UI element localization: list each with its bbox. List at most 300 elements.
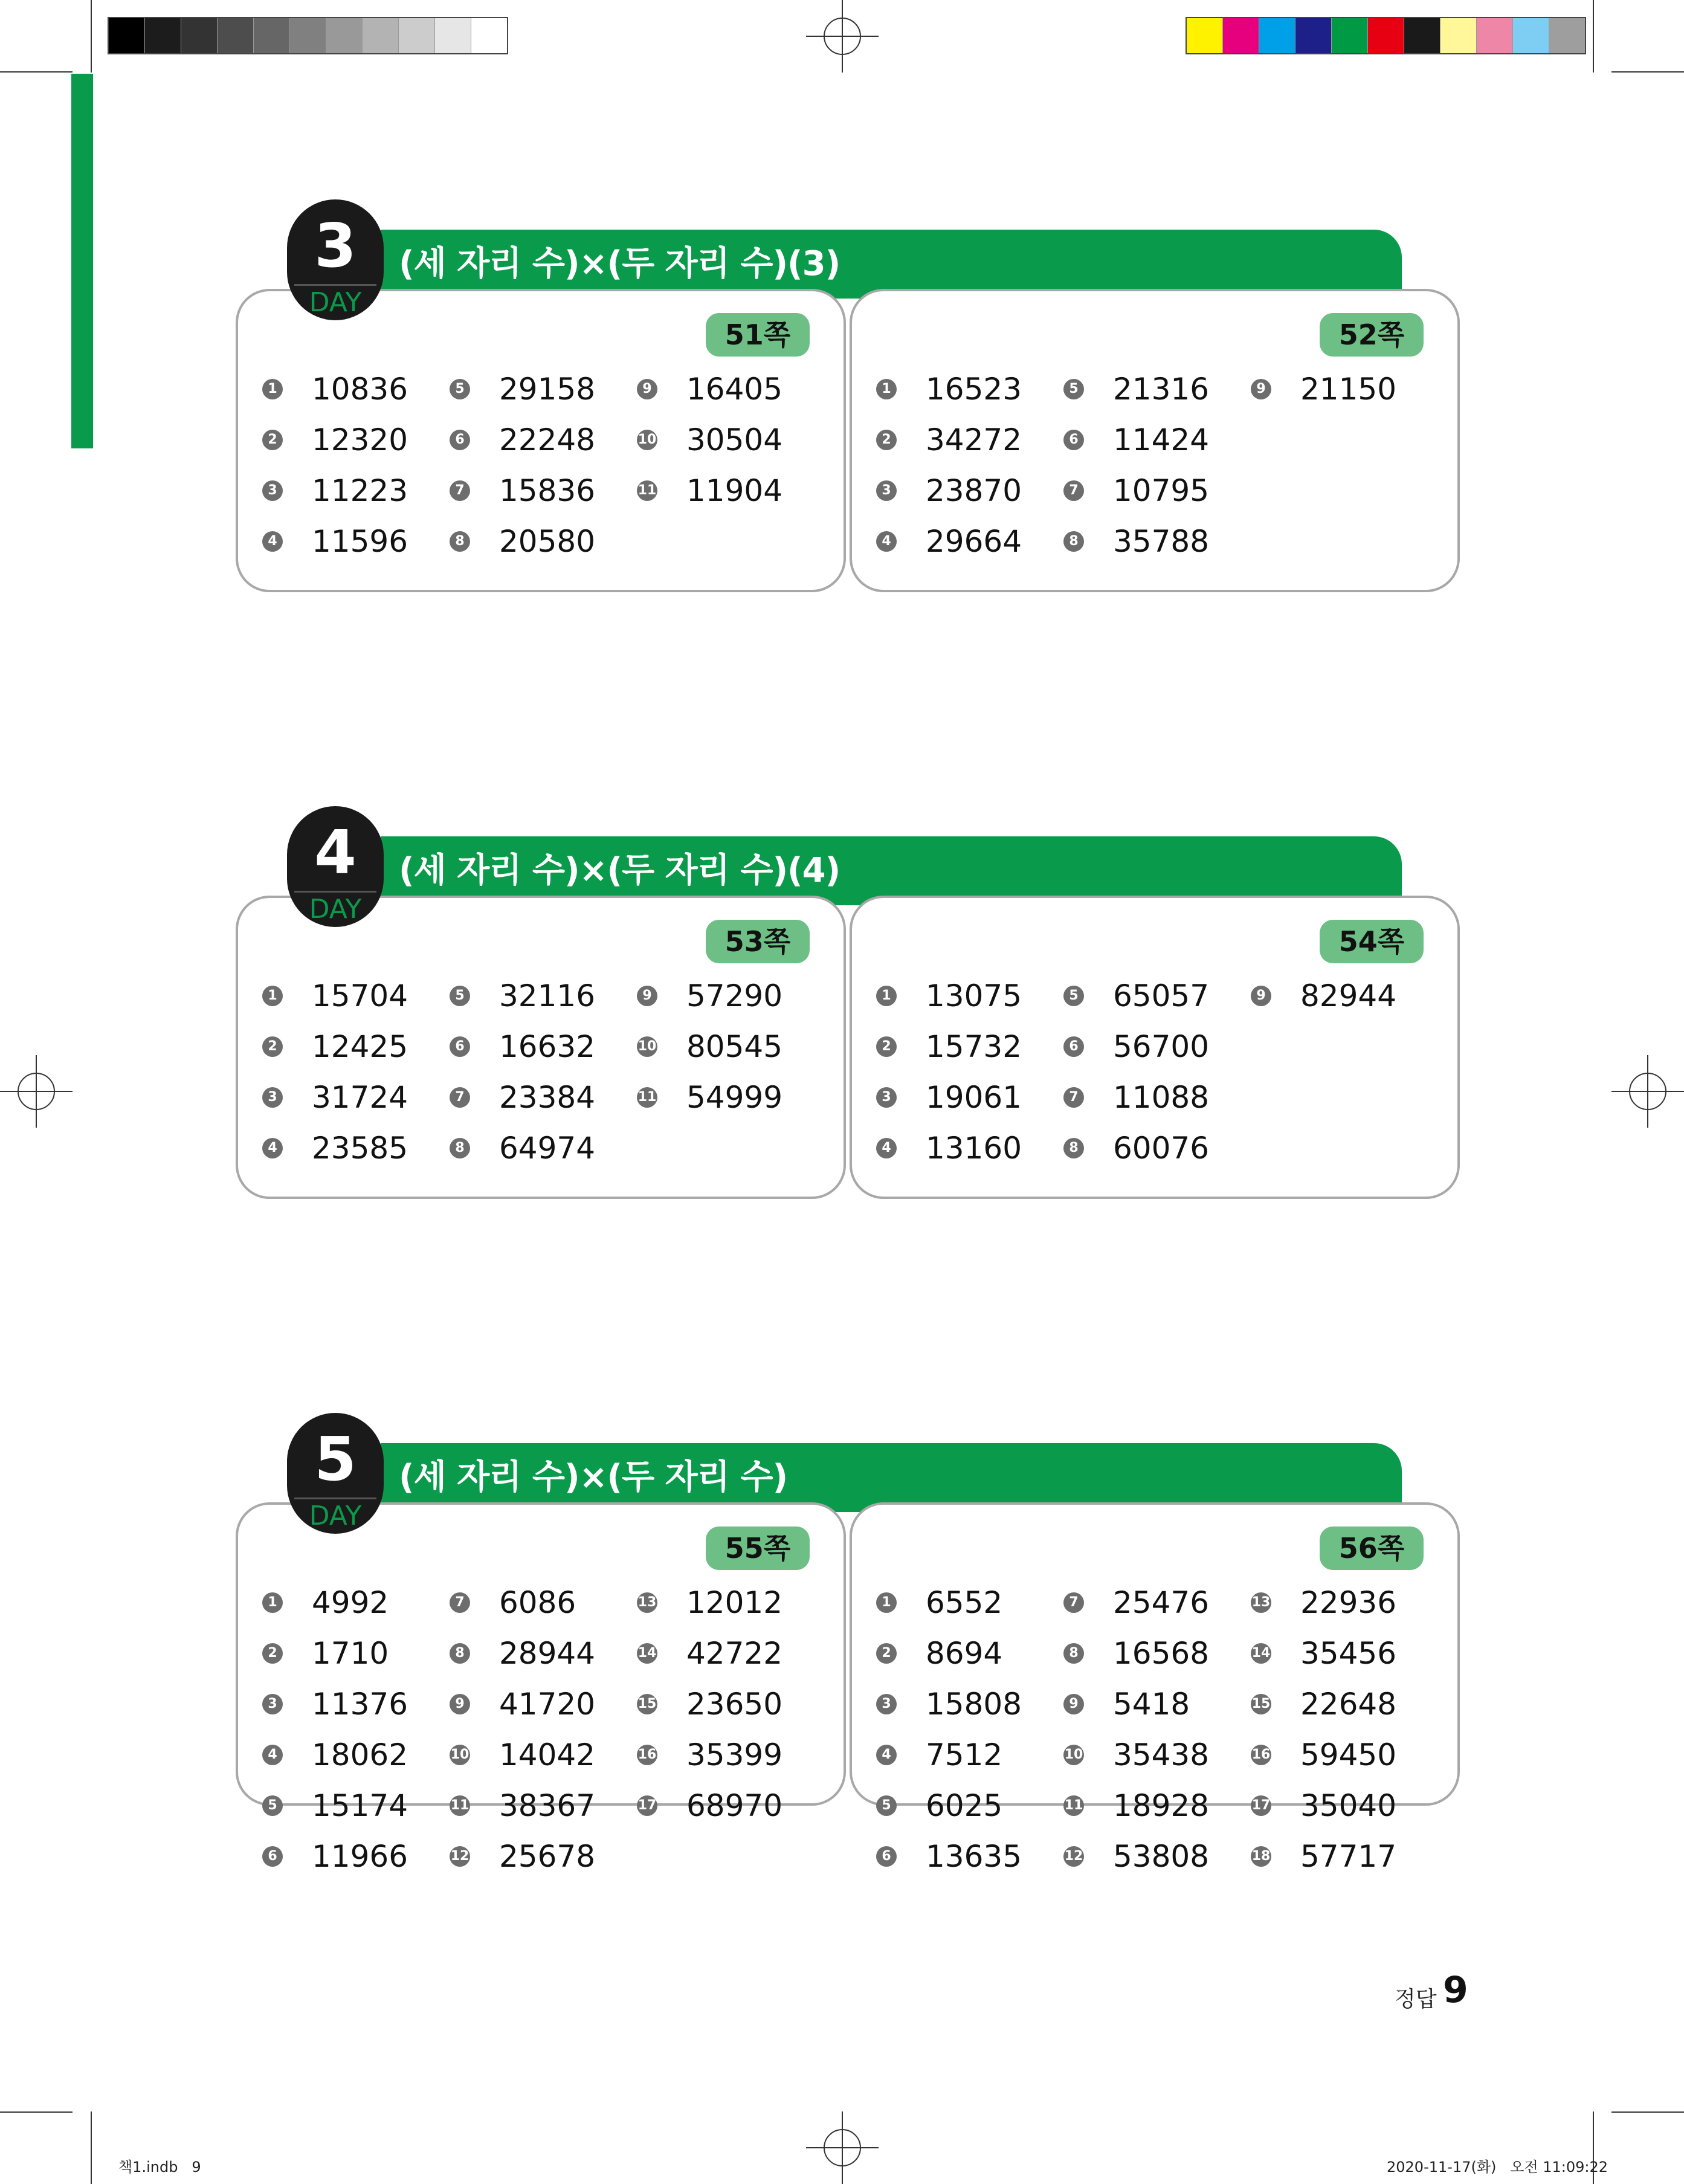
answer-panel-left	[236, 1502, 846, 1874]
answer-item	[450, 364, 595, 415]
problem-number-badge: 1	[876, 986, 897, 1006]
problem-number-badge: 3	[262, 480, 283, 501]
crop-mark	[91, 0, 92, 73]
problem-number-badge: 12	[1063, 1846, 1084, 1867]
problem-number-badge: 8	[1063, 1138, 1084, 1158]
answer-column	[262, 1577, 408, 1882]
answer-value: 29664	[926, 524, 1022, 559]
problem-number-badge: 6	[262, 1846, 283, 1867]
answer-value: 29158	[499, 372, 596, 407]
problem-number-badge: 9	[450, 1694, 470, 1714]
answer-value: 23870	[926, 473, 1022, 508]
problem-number-badge: 1	[262, 379, 283, 399]
section-title: (세 자리 수)×(두 자리 수)(3)	[399, 244, 840, 283]
answer-item	[1063, 1072, 1209, 1123]
page-tag: 53쪽	[706, 920, 810, 963]
answer-item	[1063, 1123, 1209, 1174]
answer-value: 35456	[1300, 1636, 1397, 1671]
answer-value: 6552	[926, 1585, 1003, 1620]
answer-item	[1251, 1628, 1396, 1679]
answer-value: 35788	[1113, 524, 1210, 559]
day-badge	[287, 199, 384, 320]
answer-item	[450, 971, 595, 1021]
problem-number-badge: 6	[1063, 1036, 1084, 1057]
answer-item	[876, 1679, 1022, 1730]
color-swatch	[1332, 18, 1368, 53]
answer-item	[1063, 1577, 1209, 1628]
answer-item	[450, 1021, 595, 1072]
answer-value: 35040	[1300, 1788, 1397, 1823]
answer-panel-left	[236, 289, 846, 592]
answer-value: 22248	[499, 422, 596, 457]
problem-number-badge: 4	[876, 1745, 897, 1765]
answer-item	[637, 415, 782, 465]
day-badge	[287, 806, 384, 927]
problem-number-badge: 5	[1063, 379, 1084, 399]
answer-item	[1063, 1679, 1209, 1730]
day-divider	[294, 1497, 376, 1499]
problem-number-badge: 7	[450, 1087, 470, 1108]
color-swatch	[1404, 18, 1440, 53]
answer-value: 11966	[312, 1839, 408, 1874]
answer-value: 32116	[499, 978, 596, 1013]
answer-item	[876, 1730, 1022, 1780]
answer-item	[876, 1780, 1022, 1831]
answer-item	[450, 415, 595, 465]
answer-value: 4992	[312, 1585, 389, 1620]
answer-value: 25678	[499, 1839, 596, 1874]
answer-item	[262, 1831, 408, 1882]
answer-value: 38367	[499, 1788, 596, 1823]
answer-value: 6086	[499, 1585, 576, 1620]
color-swatch	[471, 18, 507, 53]
answer-value: 23650	[686, 1687, 783, 1722]
answer-value: 15836	[499, 473, 596, 508]
problem-number-badge: 17	[1251, 1795, 1271, 1816]
answer-value: 11376	[312, 1687, 408, 1722]
answer-item	[450, 1577, 595, 1628]
answer-value: 53808	[1113, 1839, 1210, 1874]
answer-item	[262, 1577, 408, 1628]
problem-number-badge: 15	[1251, 1694, 1271, 1714]
answer-value: 30504	[686, 422, 783, 457]
answer-value: 10836	[312, 372, 408, 407]
answer-value: 15704	[312, 978, 408, 1013]
color-swatch	[254, 18, 290, 53]
problem-number-badge: 8	[450, 1138, 470, 1158]
answer-value: 6025	[926, 1788, 1003, 1823]
answer-value: 41720	[499, 1687, 596, 1722]
answer-item	[450, 1072, 595, 1123]
answer-item	[262, 1679, 408, 1730]
answer-item	[262, 465, 408, 516]
problem-number-badge: 8	[1063, 1643, 1084, 1664]
problem-number-badge: 5	[876, 1795, 897, 1816]
color-swatch	[326, 18, 363, 53]
page-tag: 55쪽	[706, 1527, 810, 1570]
answer-item	[1063, 415, 1209, 465]
problem-number-badge: 7	[1063, 1087, 1084, 1108]
problem-number-badge: 3	[262, 1694, 283, 1714]
answer-item	[637, 1072, 782, 1123]
day-label: DAY	[309, 1501, 362, 1531]
section-title: (세 자리 수)×(두 자리 수)	[399, 1458, 788, 1497]
registration-mark-top	[806, 0, 879, 73]
problem-number-badge: 6	[450, 1036, 470, 1057]
answer-value: 23384	[499, 1080, 596, 1115]
color-swatch	[1549, 18, 1585, 53]
process-color-bar	[1186, 17, 1586, 54]
answer-value: 42722	[686, 1636, 783, 1671]
problem-number-badge: 3	[876, 1694, 897, 1714]
answer-item	[1251, 1780, 1396, 1831]
day-label: DAY	[309, 894, 362, 925]
color-swatch	[1513, 18, 1549, 53]
problem-number-badge: 11	[450, 1795, 470, 1816]
answer-item	[262, 1780, 408, 1831]
answer-item	[876, 1021, 1022, 1072]
day-section	[236, 210, 1462, 641]
answer-value: 21316	[1113, 372, 1210, 407]
problem-number-badge: 13	[637, 1592, 657, 1613]
answer-value: 57290	[686, 978, 783, 1013]
problem-number-badge: 4	[876, 1138, 897, 1158]
day-section	[236, 817, 1462, 1247]
answer-value: 64974	[499, 1131, 596, 1166]
problem-number-badge: 2	[876, 1643, 897, 1664]
page-tag: 56쪽	[1320, 1527, 1424, 1570]
color-swatch	[1295, 18, 1332, 53]
problem-number-badge: 11	[637, 480, 657, 501]
answer-item	[637, 1780, 782, 1831]
registration-mark-left	[0, 1055, 73, 1128]
answer-value: 11596	[312, 524, 408, 559]
problem-number-badge: 8	[450, 531, 470, 552]
problem-number-badge: 9	[637, 379, 657, 399]
answer-column	[876, 364, 1022, 567]
answer-item	[637, 364, 782, 415]
problem-number-badge: 1	[262, 986, 283, 1006]
day-number: 3	[314, 210, 356, 281]
answer-item	[1063, 465, 1209, 516]
answer-item	[262, 971, 408, 1021]
problem-number-badge: 18	[1251, 1846, 1271, 1867]
crop-mark	[1593, 0, 1594, 73]
answer-item	[1063, 1021, 1209, 1072]
answer-value: 21150	[1300, 372, 1397, 407]
problem-number-badge: 7	[1063, 480, 1084, 501]
day-section	[236, 1424, 1462, 1874]
crop-mark	[1611, 71, 1684, 73]
answer-item	[637, 1679, 782, 1730]
color-swatch	[435, 18, 471, 53]
answer-value: 18062	[312, 1737, 408, 1772]
problem-number-badge: 4	[262, 1745, 283, 1765]
registration-mark-bottom	[806, 2111, 879, 2184]
problem-number-badge: 8	[1063, 531, 1084, 552]
problem-number-badge: 11	[637, 1087, 657, 1108]
answer-column	[1063, 971, 1209, 1174]
answer-item	[1063, 364, 1209, 415]
problem-number-badge: 10	[637, 1036, 657, 1057]
answer-panel-right	[850, 1502, 1460, 1874]
answer-item	[262, 1123, 408, 1174]
answer-value: 82944	[1300, 978, 1397, 1013]
problem-number-badge: 10	[450, 1745, 470, 1765]
answer-value: 16568	[1113, 1636, 1210, 1671]
answer-item	[876, 1123, 1022, 1174]
answer-item	[876, 516, 1022, 567]
problem-number-badge: 9	[1063, 1694, 1084, 1714]
color-swatch	[1477, 18, 1513, 53]
problem-number-badge: 2	[876, 1036, 897, 1057]
answer-value: 23585	[312, 1131, 408, 1166]
answer-column	[1251, 1577, 1396, 1882]
answer-value: 11088	[1113, 1080, 1210, 1115]
problem-number-badge: 9	[637, 986, 657, 1006]
answer-value: 20580	[499, 524, 596, 559]
answer-value: 13160	[926, 1131, 1022, 1166]
answer-item	[1063, 1831, 1209, 1882]
registration-mark-right	[1611, 1055, 1684, 1128]
problem-number-badge: 15	[637, 1694, 657, 1714]
answer-panel-left	[236, 896, 846, 1199]
page-tag: 54쪽	[1320, 920, 1424, 963]
day-divider	[294, 891, 376, 893]
answer-value: 11904	[686, 473, 783, 508]
answer-column	[637, 1577, 782, 1831]
problem-number-badge: 3	[262, 1087, 283, 1108]
problem-number-badge: 11	[1063, 1795, 1084, 1816]
answer-item	[262, 1072, 408, 1123]
answer-item	[1063, 1780, 1209, 1831]
answer-value: 15732	[926, 1029, 1022, 1064]
answer-value: 16405	[686, 372, 783, 407]
problem-number-badge: 1	[876, 1592, 897, 1613]
problem-number-badge: 2	[262, 1643, 283, 1664]
problem-number-badge: 6	[876, 1846, 897, 1867]
answer-item	[1251, 1679, 1396, 1730]
problem-number-badge: 4	[262, 531, 283, 552]
answer-value: 19061	[926, 1080, 1022, 1115]
answer-column	[450, 971, 595, 1174]
crop-mark	[1611, 2111, 1684, 2113]
answer-item	[262, 364, 408, 415]
page-tag: 52쪽	[1320, 313, 1424, 357]
problem-number-badge: 3	[876, 1087, 897, 1108]
answer-item	[637, 1577, 782, 1628]
problem-number-badge: 7	[1063, 1592, 1084, 1613]
problem-number-badge: 10	[637, 430, 657, 450]
section-title: (세 자리 수)×(두 자리 수)(4)	[399, 851, 840, 890]
answer-value: 68970	[686, 1788, 783, 1823]
answer-value: 15174	[312, 1788, 408, 1823]
answer-value: 15808	[926, 1687, 1022, 1722]
answer-value: 59450	[1300, 1737, 1397, 1772]
color-swatch	[1223, 18, 1259, 53]
problem-number-badge: 6	[1063, 430, 1084, 450]
color-swatch	[290, 18, 326, 53]
answer-item	[1251, 1577, 1396, 1628]
answer-column	[1063, 364, 1209, 567]
answer-label: 정답	[1395, 1987, 1437, 2012]
answer-item	[876, 1072, 1022, 1123]
answer-value: 8694	[926, 1636, 1003, 1671]
answer-value: 28944	[499, 1636, 596, 1671]
page-tag: 51쪽	[706, 313, 810, 357]
answer-value: 13635	[926, 1839, 1022, 1874]
answer-column	[450, 1577, 595, 1882]
answer-item	[262, 1021, 408, 1072]
answer-panel-right	[850, 896, 1460, 1199]
answer-value: 34272	[926, 422, 1022, 457]
color-swatch	[145, 18, 181, 53]
gray-color-bar	[108, 17, 508, 54]
problem-number-badge: 4	[262, 1138, 283, 1158]
problem-number-badge: 12	[450, 1846, 470, 1867]
answer-column	[262, 364, 408, 567]
problem-number-badge: 7	[450, 1592, 470, 1613]
answer-value: 1710	[312, 1636, 389, 1671]
problem-number-badge: 4	[876, 531, 897, 552]
day-number: 4	[314, 817, 356, 888]
answer-item	[876, 1628, 1022, 1679]
problem-number-badge: 13	[1251, 1592, 1271, 1613]
answer-item	[450, 1730, 595, 1780]
problem-number-badge: 2	[876, 430, 897, 450]
answer-item	[1063, 1628, 1209, 1679]
problem-number-badge: 2	[262, 430, 283, 450]
crop-mark	[91, 2111, 92, 2184]
answer-item	[876, 415, 1022, 465]
answer-item	[876, 971, 1022, 1021]
answer-item	[450, 1831, 595, 1882]
color-swatch	[1187, 18, 1223, 53]
answer-item	[876, 364, 1022, 415]
problem-number-badge: 2	[262, 1036, 283, 1057]
answer-value: 25476	[1113, 1585, 1210, 1620]
answer-item	[450, 1628, 595, 1679]
problem-number-badge: 9	[1251, 986, 1271, 1006]
answer-item	[876, 465, 1022, 516]
file-info: 책1.indb 9	[118, 2159, 201, 2176]
answer-value: 13075	[926, 978, 1022, 1013]
answer-item	[450, 465, 595, 516]
answer-value: 54999	[686, 1080, 783, 1115]
problem-number-badge: 9	[1251, 379, 1271, 399]
color-swatch	[1368, 18, 1404, 53]
chapter-tab-strip	[71, 74, 93, 448]
answer-item	[637, 1730, 782, 1780]
problem-number-badge: 16	[637, 1745, 657, 1765]
day-divider	[294, 284, 376, 286]
problem-number-badge: 1	[876, 379, 897, 399]
color-swatch	[1440, 18, 1477, 53]
color-swatch	[399, 18, 435, 53]
color-swatch	[1259, 18, 1295, 53]
answer-item	[450, 1780, 595, 1831]
answer-value: 22936	[1300, 1585, 1397, 1620]
answer-item	[450, 1123, 595, 1174]
answer-value: 16632	[499, 1029, 596, 1064]
answer-value: 10795	[1113, 473, 1210, 508]
page-number: 9	[1443, 1969, 1468, 2011]
answer-column	[876, 1577, 1022, 1882]
crop-mark	[0, 2111, 73, 2113]
answer-column	[1063, 1577, 1209, 1882]
answer-value: 31724	[312, 1080, 408, 1115]
answer-item	[262, 1730, 408, 1780]
problem-number-badge: 10	[1063, 1745, 1084, 1765]
problem-number-badge: 5	[262, 1795, 283, 1816]
answer-value: 65057	[1113, 978, 1210, 1013]
answer-item	[876, 1831, 1022, 1882]
problem-number-badge: 14	[1251, 1643, 1271, 1664]
problem-number-badge: 3	[876, 480, 897, 501]
answer-column	[262, 971, 408, 1174]
problem-number-badge: 17	[637, 1795, 657, 1816]
answer-column	[1251, 364, 1396, 415]
answer-item	[1063, 1730, 1209, 1780]
answer-value: 60076	[1113, 1131, 1210, 1166]
answer-item	[262, 516, 408, 567]
color-swatch	[363, 18, 399, 53]
answer-item	[450, 1679, 595, 1730]
answer-item	[637, 465, 782, 516]
answer-value: 18928	[1113, 1788, 1210, 1823]
problem-number-badge: 8	[450, 1643, 470, 1664]
answer-item	[262, 1628, 408, 1679]
answer-value: 35399	[686, 1737, 783, 1772]
answer-item	[1251, 971, 1396, 1021]
day-number: 5	[314, 1424, 356, 1494]
answer-value: 80545	[686, 1029, 783, 1064]
answer-column	[637, 971, 782, 1123]
answer-item	[1251, 1730, 1396, 1780]
answer-item	[1063, 971, 1209, 1021]
answer-item	[637, 1628, 782, 1679]
answer-value: 56700	[1113, 1029, 1210, 1064]
answer-item	[1063, 516, 1209, 567]
crop-mark	[0, 71, 73, 73]
answer-column	[450, 364, 595, 567]
answer-value: 11223	[312, 473, 408, 508]
answer-item	[450, 516, 595, 567]
problem-number-badge: 14	[637, 1643, 657, 1664]
answer-value: 5418	[1113, 1687, 1190, 1722]
answer-value: 57717	[1300, 1839, 1397, 1874]
answer-value: 14042	[499, 1737, 596, 1772]
answer-value: 11424	[1113, 422, 1210, 457]
answer-value: 12320	[312, 422, 408, 457]
answer-column	[876, 971, 1022, 1174]
color-swatch	[181, 18, 218, 53]
answer-value: 7512	[926, 1737, 1003, 1772]
day-badge	[287, 1413, 384, 1534]
print-timestamp: 2020-11-17(화) 오전 11:09:22	[1387, 2159, 1608, 2176]
day-label: DAY	[309, 287, 362, 318]
answer-column	[637, 364, 782, 516]
answer-item	[637, 971, 782, 1021]
problem-number-badge: 1	[262, 1592, 283, 1613]
answer-item	[637, 1021, 782, 1072]
answer-item	[1251, 1831, 1396, 1882]
problem-number-badge: 7	[450, 480, 470, 501]
answer-column	[1251, 971, 1396, 1021]
answer-value: 22648	[1300, 1687, 1397, 1722]
answer-item	[262, 415, 408, 465]
answer-value: 12012	[686, 1585, 783, 1620]
